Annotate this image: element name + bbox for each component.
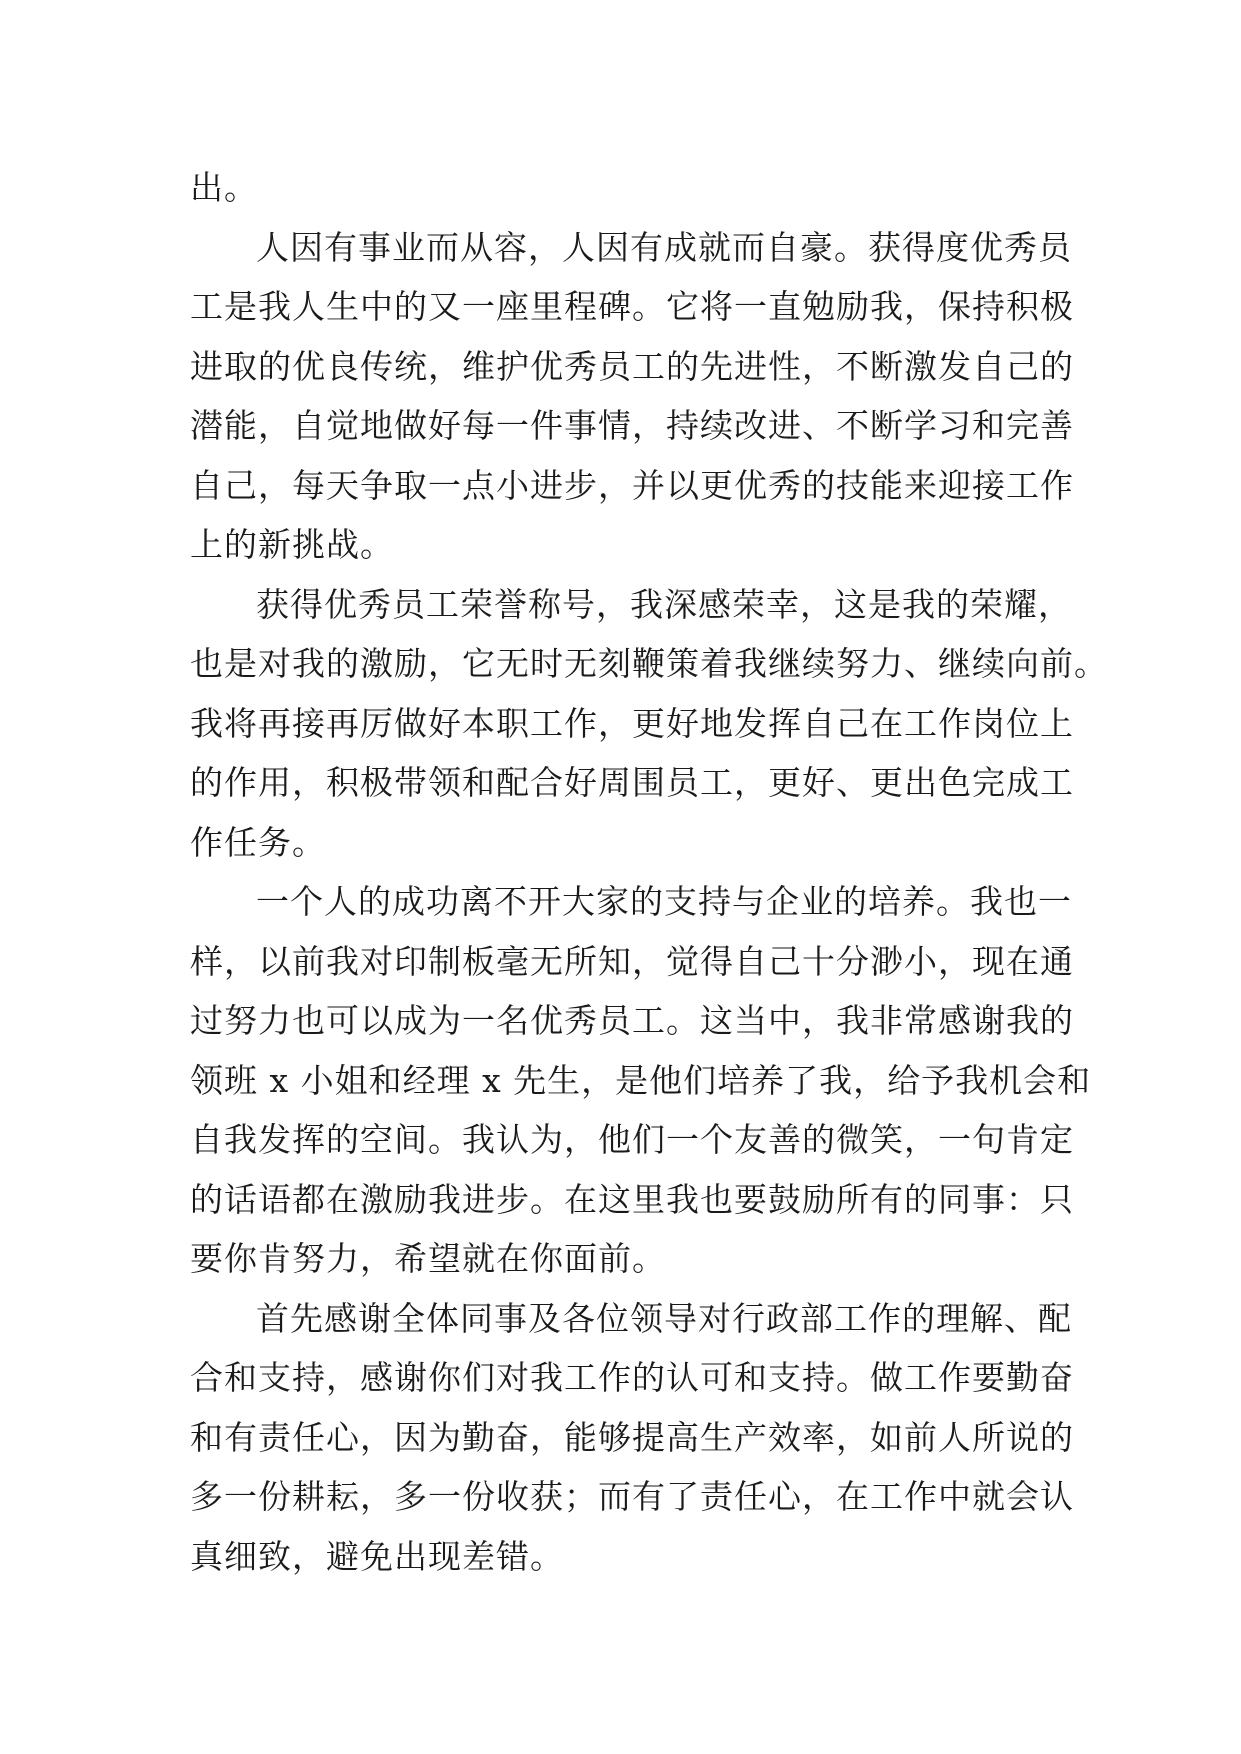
paragraph-line: 自我发挥的空间。我认为，他们一个友善的微笑，一句肯定 xyxy=(190,1120,1074,1159)
paragraph-line: 自己，每天争取一点小进步，并以更优秀的技能来迎接工作 xyxy=(190,465,1074,505)
paragraph-line: 一个人的成功离不开大家的支持与企业的培养。我也一 xyxy=(256,882,1072,921)
paragraph-line: 合和支持，感谢你们对我工作的认可和支持。做工作要勤奋 xyxy=(190,1358,1074,1397)
paragraph-line: 的作用，积极带领和配合好周围员工，更好、更出色完成工 xyxy=(190,763,1074,802)
paragraph-line: 的话语都在激励我进步。在这里我也要鼓励所有的同事：只 xyxy=(190,1179,1074,1219)
paragraph-line: 过努力也可以成为一名优秀员工。这当中，我非常感谢我的 xyxy=(190,1001,1074,1040)
paragraph-line: 也是对我的激励，它无时无刻鞭策着我继续努力、继续向前。 xyxy=(190,644,1108,683)
paragraph-line: 获得优秀员工荣誉称号，我深感荣幸，这是我的荣耀， xyxy=(256,584,1072,624)
paragraph-line: 上的新挑战。 xyxy=(190,525,394,564)
paragraph-line: 作任务。 xyxy=(190,822,326,862)
paragraph-line: 进取的优良传统，维护优秀员工的先进性，不断激发自己的 xyxy=(190,346,1074,386)
paragraph-line: 工是我人生中的又一座里程碑。它将一直勉励我，保持积极 xyxy=(190,287,1074,326)
paragraph-line: 我将再接再厉做好本职工作，更好地发挥自己在工作岗位上 xyxy=(190,703,1074,743)
paragraph-line: 出。 xyxy=(190,168,258,207)
paragraph-line: 要你肯努力，希望就在你面前。 xyxy=(190,1239,666,1278)
paragraph-line: 多一份耕耘，多一份收获；而有了责任心，在工作中就会认 xyxy=(190,1477,1074,1516)
paragraph-line: 样，以前我对印制板毫无所知，觉得自己十分渺小，现在通 xyxy=(190,941,1074,981)
paragraph-line: 潜能，自觉地做好每一件事情，持续改进、不断学习和完善 xyxy=(190,406,1074,445)
paragraph-line: 首先感谢全体同事及各位领导对行政部工作的理解、配 xyxy=(256,1298,1072,1338)
paragraph-line: 人因有事业而从容，人因有成就而自豪。获得度优秀员 xyxy=(256,227,1072,267)
paragraph-line: 真细致，避免出现差错。 xyxy=(190,1536,564,1576)
paragraph-line: 领班 x 小姐和经理 x 先生，是他们培养了我，给予我机会和 xyxy=(190,1060,1092,1100)
paragraph-line: 和有责任心，因为勤奋，能够提高生产效率，如前人所说的 xyxy=(190,1417,1074,1457)
document-body xyxy=(190,158,1108,1586)
